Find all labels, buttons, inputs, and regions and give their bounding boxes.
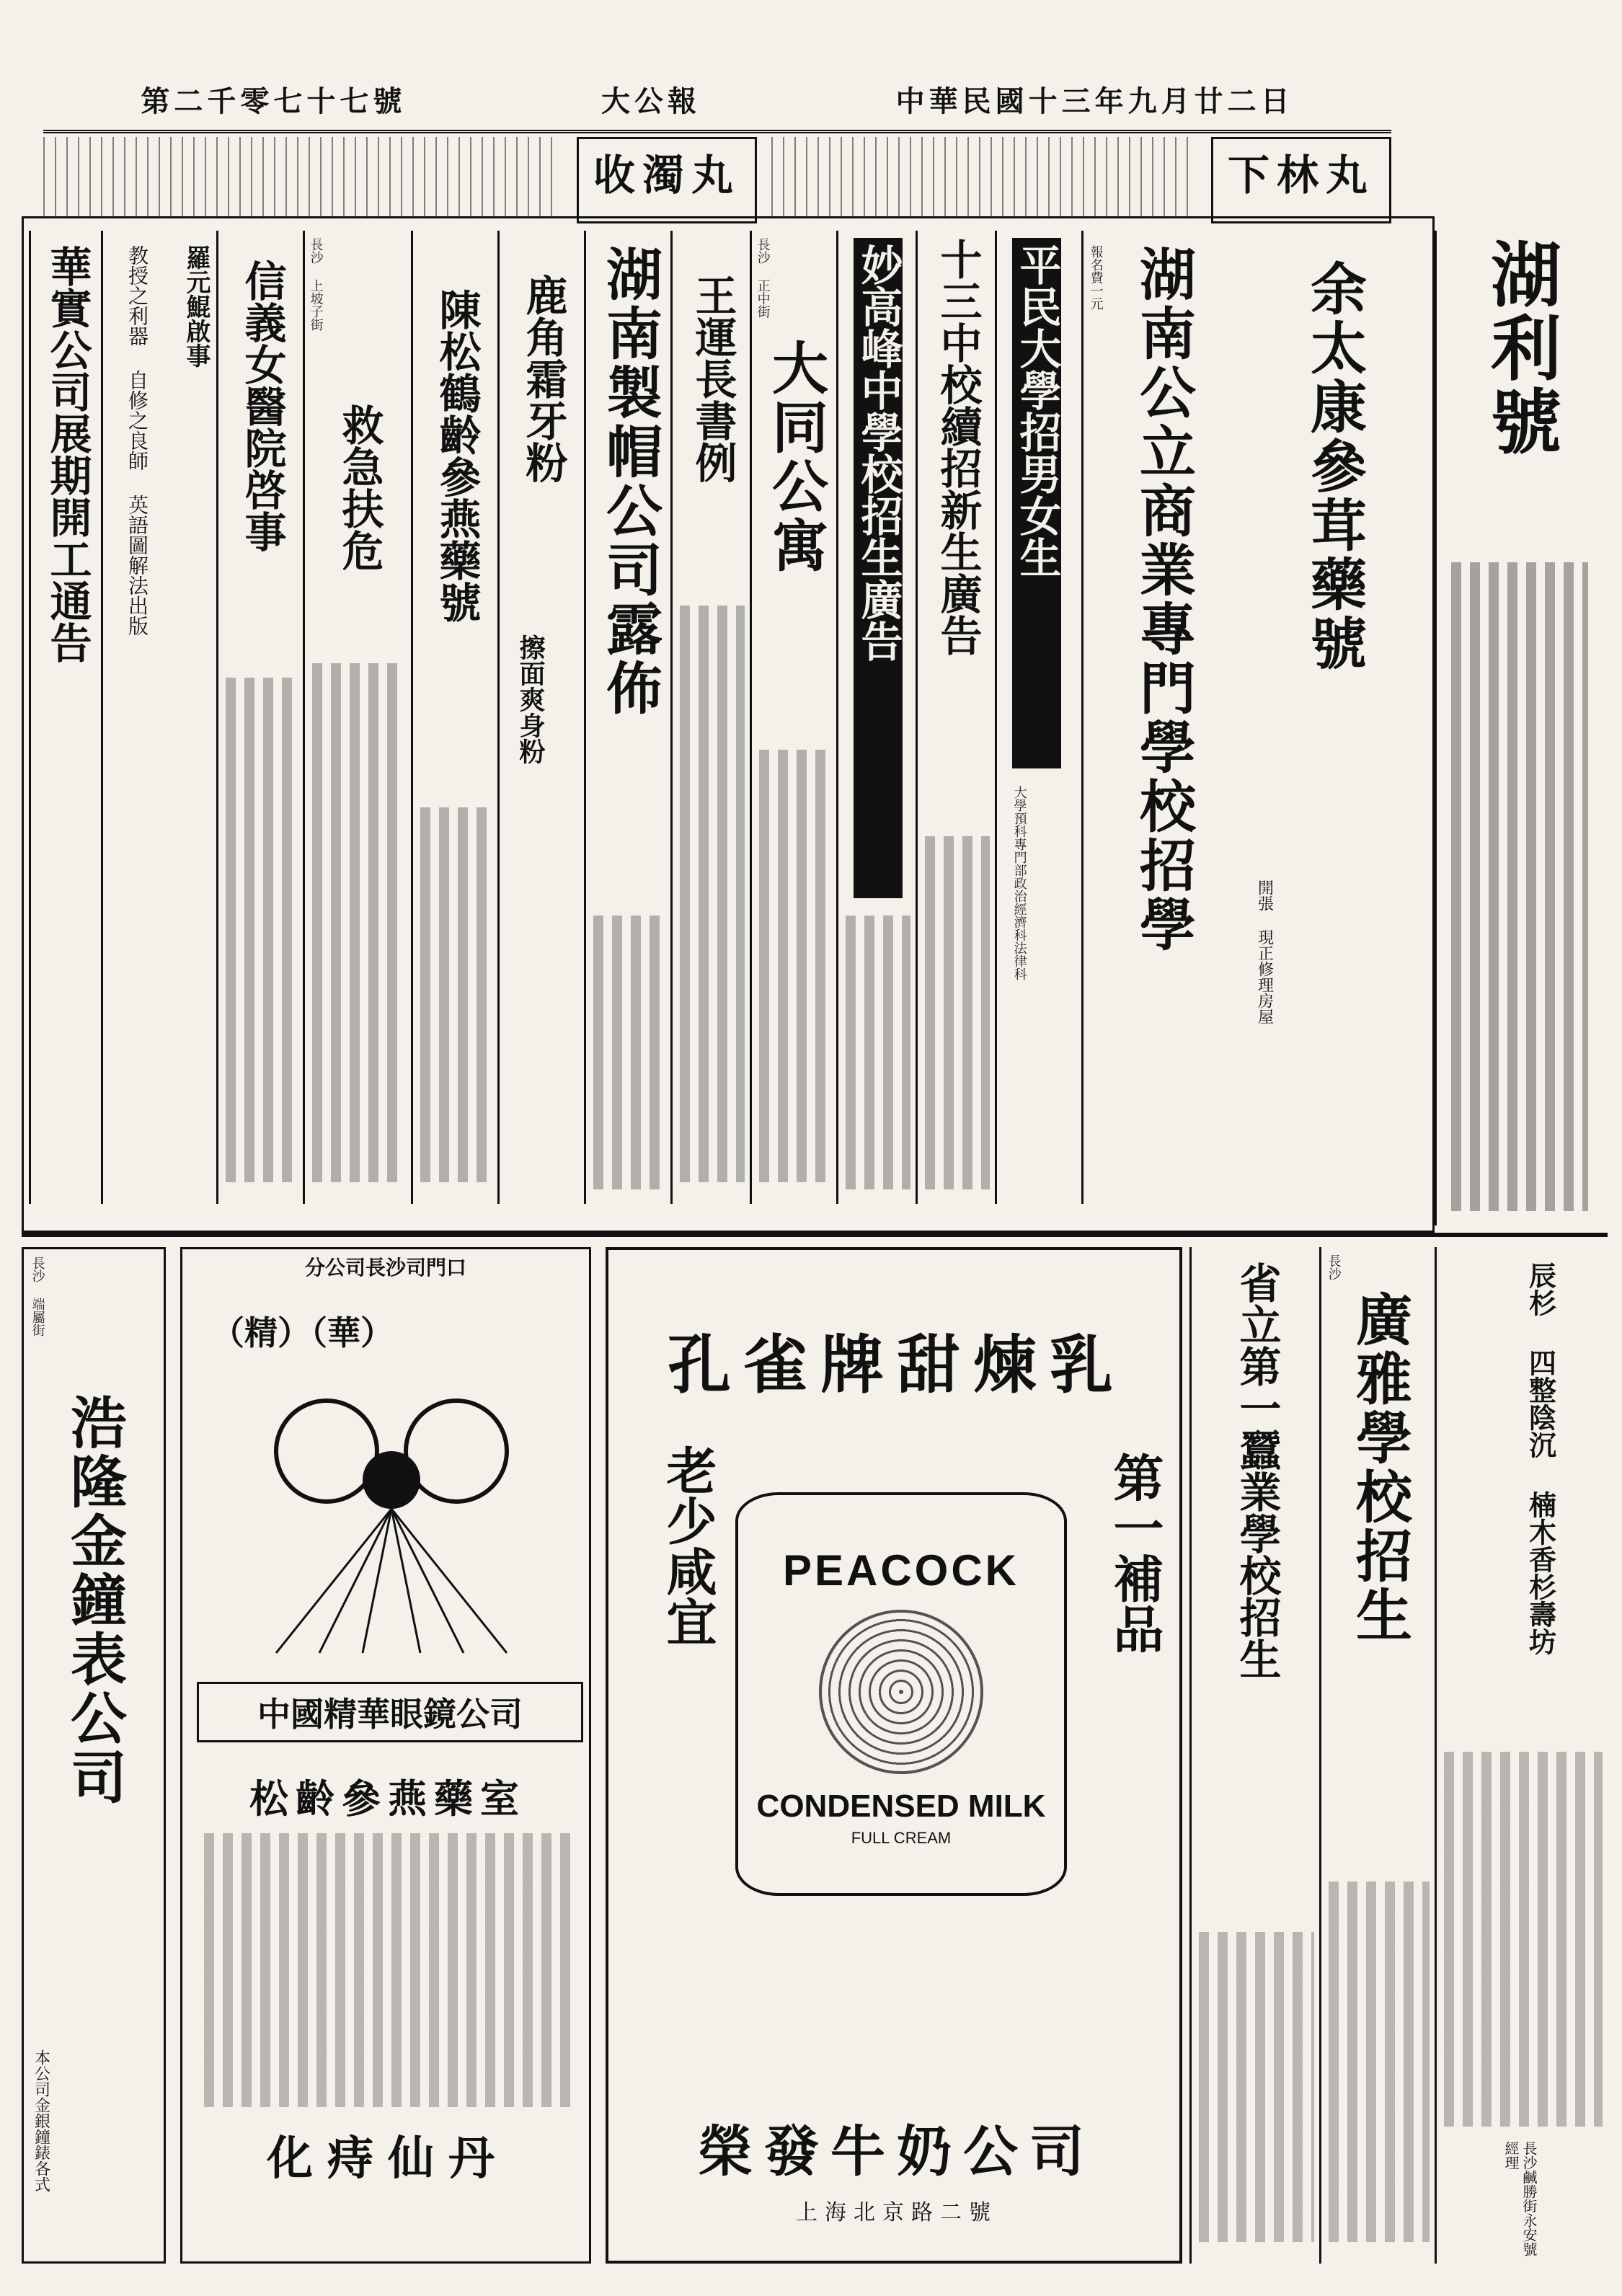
- peacock-left: 老少咸宜: [658, 1445, 718, 1646]
- yutaikang-note: 開張 現正修理房屋: [1255, 879, 1274, 1024]
- section-divider: [22, 1233, 1608, 1237]
- can-brand: PEACOCK: [782, 1546, 1020, 1595]
- huli-body: [1451, 562, 1588, 1211]
- timber-title: 辰杉 四整陰沉 楠木香杉壽坊: [1524, 1262, 1557, 1655]
- clock-note: 本公司金銀鐘錶各式: [32, 2049, 50, 2192]
- huli-title: 湖利號: [1479, 238, 1562, 458]
- peacock-title: 孔雀牌甜煉乳: [667, 1327, 1126, 1402]
- glasses-tags: （精）（華）: [211, 1313, 394, 1352]
- glasses-top: 分公司長沙司門口: [304, 1256, 466, 1280]
- medicine-title: 松齡參燕藥室: [249, 1776, 526, 1822]
- miaogaofeng-ad: [836, 231, 918, 1204]
- jiuji-ad: [303, 231, 413, 1204]
- luoyuan-title: 羅元鯤啟事: [182, 245, 210, 368]
- toothpowder-ad: [497, 231, 586, 1204]
- glasses-title: 中國精華眼鏡公司: [197, 1682, 583, 1742]
- pingmin-ad: [995, 231, 1076, 1204]
- issue-date: 中華民國十三年九月廿二日: [895, 84, 1294, 118]
- guangya-ad: [1319, 1247, 1437, 2264]
- xinyi-ad: [216, 231, 305, 1204]
- huli-ad: [1435, 231, 1603, 1225]
- xinyi-title: 信義女醫院啓事: [237, 260, 287, 552]
- luoyuan-ad: [101, 231, 218, 1204]
- guangya-body: [1329, 1881, 1430, 2242]
- jiuji-location: 長沙 上坡子街: [308, 238, 324, 331]
- peacock-address: 上海北京路二號: [796, 2200, 998, 2225]
- ad-xia-lin-wan: [1211, 137, 1391, 223]
- can-sub: CONDENSED MILK: [756, 1789, 1046, 1824]
- pingmin-title: 平民大學招男女生: [1012, 238, 1062, 768]
- medicine-body: [204, 1833, 572, 2107]
- miaogaofeng-body: [846, 916, 910, 1189]
- wangyunzhang-ad: [670, 231, 752, 1204]
- commerce-note: 報名費一元: [1088, 245, 1104, 310]
- glasses-ad: [180, 1247, 591, 2264]
- yutaikang-title: 余太康參茸藥號: [1300, 260, 1367, 673]
- shisanzhong-ad: [916, 231, 997, 1204]
- xinyi-body: [226, 678, 298, 1182]
- jiuji-title: 救急扶危: [334, 404, 384, 571]
- hunan-hat-ad: [584, 231, 673, 1204]
- milk-can-image: [735, 1492, 1067, 1896]
- ad-shou-zhuo-wan: [577, 137, 757, 223]
- paper-name: 大公報: [601, 84, 701, 118]
- guangya-title: 廣雅學校招生: [1346, 1290, 1412, 1645]
- wyz-body: [680, 606, 745, 1182]
- hat-body: [593, 916, 665, 1189]
- commerce-title: 湖南公立商業專門學校招學: [1130, 245, 1196, 954]
- ad-title: 下林丸: [1227, 151, 1375, 200]
- silk-title: 省立第一蠶業學校招生: [1232, 1262, 1282, 1680]
- silk-body: [1199, 1932, 1314, 2242]
- silk-school-ad: [1189, 1247, 1321, 2264]
- hat-title: 湖南製帽公司露佈: [596, 245, 662, 718]
- yongan-note: 長沙鹹勝街永安號經理: [1502, 2141, 1538, 2256]
- datong-location: 長沙 正中街: [755, 238, 771, 318]
- timber-body: [1444, 1752, 1603, 2127]
- toothpowder-title: 鹿角霜牙粉: [518, 274, 568, 483]
- luoyuan-note: 教授之利器 自修之良師 英語圖解法出版: [125, 245, 149, 636]
- clock-company-ad: [22, 1247, 166, 2264]
- hunan-commerce-ad: [1081, 231, 1242, 1204]
- clock-title: 浩隆金鐘表公司: [61, 1393, 127, 1807]
- shisanzhong-title: 十三中校續招新生廣告: [933, 238, 983, 656]
- huashi-ad: [29, 231, 103, 1204]
- ad-title: 收濁丸: [593, 151, 740, 200]
- datong-body: [759, 750, 831, 1182]
- glasses-emblem: [233, 1350, 550, 1667]
- shisanzhong-body: [925, 836, 990, 1189]
- datong-title: 大同公寓: [762, 339, 828, 575]
- sunburst-icon: [233, 1350, 550, 1667]
- datong-ad: [750, 231, 838, 1204]
- peacock-company: 榮發牛奶公司: [698, 2119, 1096, 2184]
- issue-number: 第二千零七十七號: [141, 84, 407, 118]
- yutaikang-ad: [1247, 231, 1420, 1204]
- clock-location: 長沙 端屬街: [30, 1256, 45, 1337]
- masthead-strip: [43, 68, 1391, 133]
- miaogaofeng-title: 妙高峰中學校招生廣告: [854, 238, 903, 898]
- chensonghe-ad: [411, 231, 500, 1204]
- chensonghe-title: 陳松鶴齡參燕藥號: [432, 288, 482, 623]
- wyz-title: 王運長書例: [688, 274, 737, 483]
- timber-ad: [1435, 1247, 1610, 2264]
- guangya-location: 長沙: [1326, 1254, 1342, 1280]
- chensonghe-body: [420, 807, 492, 1182]
- toothpowder-subtitle: 擦面爽身粉: [515, 634, 546, 764]
- peacock-right: 第一補品: [1105, 1452, 1165, 1654]
- pill-title: 化痔仙丹: [267, 2132, 509, 2186]
- can-foot: FULL CREAM: [851, 1829, 952, 1847]
- huashi-title: 華實公司展期開工通告: [43, 245, 92, 663]
- jiuji-body: [312, 663, 406, 1182]
- masthead-text-block: [771, 137, 1197, 216]
- peacock-bird-icon: [819, 1610, 983, 1774]
- masthead-text-block: [43, 137, 562, 216]
- pingmin-note: 大學預科專門部政治經濟科法律科: [1011, 786, 1027, 980]
